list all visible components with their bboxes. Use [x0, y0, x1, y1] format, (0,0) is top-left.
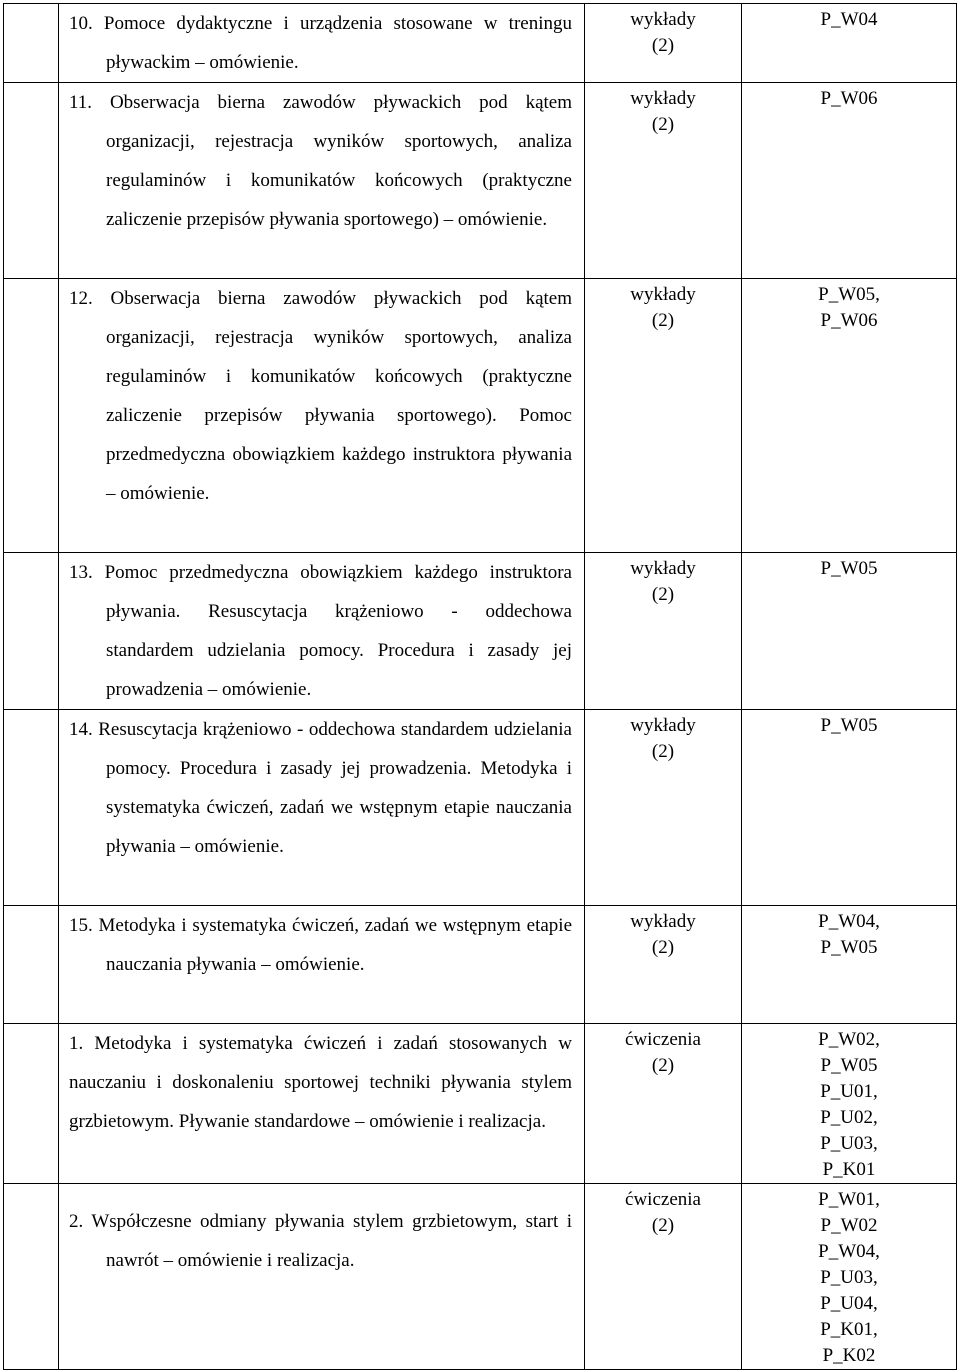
outcome-code: P_W04 — [820, 9, 878, 30]
table-row — [4, 1184, 957, 1370]
class-form-cell — [585, 710, 742, 906]
outcome-codes-cell — [742, 553, 957, 710]
topic-cell: 13. Pomoc przedmedyczna obowiązkiem każdego instruktora pływania. Resuscytacja krążeniowo - oddechowa standardem udzielania pomocy. Procedura i zasady jej prowadzenia – omówienie. — [59, 553, 585, 710]
class-form-type: wykłady — [630, 9, 696, 30]
outcome-codes-cell — [742, 279, 957, 553]
class-form-type: wykłady — [630, 558, 696, 579]
class-form-hours: (2) — [651, 310, 675, 331]
table-row — [4, 83, 957, 279]
class-form-cell — [585, 279, 742, 553]
outcome-code: P_U02, — [820, 1107, 878, 1128]
table-row — [4, 553, 957, 710]
empty-cell — [4, 553, 59, 710]
class-form-type: ćwiczenia — [625, 1189, 701, 1210]
empty-cell — [4, 1024, 59, 1184]
outcome-codes-cell — [742, 710, 957, 906]
outcome-code: P_W01, — [818, 1189, 880, 1210]
outcome-code: P_U03, — [820, 1133, 878, 1154]
empty-cell — [4, 4, 59, 83]
outcome-code: P_W02 — [820, 1215, 878, 1236]
outcome-code: P_W05 — [820, 1055, 878, 1076]
outcome-codes-cell — [742, 1184, 957, 1370]
class-form-cell — [585, 4, 742, 83]
outcome-codes-cell — [742, 4, 957, 83]
class-form-type: wykłady — [630, 88, 696, 109]
outcome-code: P_W05 — [820, 937, 878, 958]
empty-cell — [4, 906, 59, 1024]
table-row — [4, 906, 957, 1024]
class-form-type: wykłady — [630, 284, 696, 305]
class-form-cell — [585, 83, 742, 279]
outcome-code: P_W04, — [818, 911, 880, 932]
topic-cell: 12. Obserwacja bierna zawodów pływackich pod kątem organizacji, rejestracja wyników sportowych, analiza regulaminów i komunikatów końcowych (praktyczne zaliczenie przepisów pływania sportowego). Pomoc przedmedyczna obowiązkiem każdego instruktora pływania – omówienie. — [59, 279, 585, 553]
outcome-code: P_K02 — [822, 1345, 876, 1366]
empty-cell — [4, 279, 59, 553]
outcome-code: P_W05 — [820, 715, 878, 736]
class-form-cell — [585, 906, 742, 1024]
topic-text: 2. Współczesne odmiany pływania stylem grzbietowym, start i nawrót – omówienie i realizacja. — [69, 1211, 572, 1271]
outcome-codes-cell — [742, 83, 957, 279]
topic-cell: 11. Obserwacja bierna zawodów pływackich pod kątem organizacji, rejestracja wyników sportowych, analiza regulaminów i komunikatów końcowych (praktyczne zaliczenie przepisów pływania sportowego) – omówienie. — [59, 83, 585, 279]
class-form-hours: (2) — [651, 114, 675, 135]
outcome-codes-cell — [742, 1024, 957, 1184]
empty-cell — [4, 1184, 59, 1370]
outcome-code: P_U03, — [820, 1267, 878, 1288]
class-form-hours: (2) — [651, 741, 675, 762]
outcome-code: P_W06 — [820, 88, 878, 109]
class-form-cell — [585, 553, 742, 710]
outcome-code: P_K01, — [820, 1319, 878, 1340]
outcome-code: P_K01 — [822, 1159, 876, 1180]
topic-cell: 1. Metodyka i systematyka ćwiczeń i zadań stosowanych w nauczaniu i doskonaleniu sportowej techniki pływania stylem grzbietowym. Pływanie standardowe – omówienie i realizacja. — [59, 1024, 585, 1184]
class-form-type: wykłady — [630, 911, 696, 932]
class-form-hours: (2) — [651, 584, 675, 605]
class-form-hours: (2) — [651, 1215, 675, 1236]
outcome-code: P_W06 — [820, 310, 878, 331]
outcome-code: P_W04, — [818, 1241, 880, 1262]
class-form-hours: (2) — [651, 937, 675, 958]
table-row — [4, 279, 957, 553]
class-form-cell — [585, 1184, 742, 1370]
class-form-cell — [585, 1024, 742, 1184]
outcome-code: P_W02, — [818, 1029, 880, 1050]
table-row — [4, 4, 957, 83]
class-form-hours: (2) — [651, 1055, 675, 1076]
topic-cell: 15. Metodyka i systematyka ćwiczeń, zadań we wstępnym etapie nauczania pływania – omówienie. — [59, 906, 585, 1024]
topic-cell — [59, 1184, 585, 1370]
class-form-type: ćwiczenia — [625, 1029, 701, 1050]
table-row — [4, 1024, 957, 1184]
outcome-code: P_W05, — [818, 284, 880, 305]
topic-cell: 14. Resuscytacja krążeniowo - oddechowa standardem udzielania pomocy. Procedura i zasady jej prowadzenia. Metodyka i systematyka ćwiczeń, zadań we wstępnym etapie nauczania pływania – omówienie. — [59, 710, 585, 906]
outcome-codes-cell — [742, 906, 957, 1024]
outcome-code: P_U01, — [820, 1081, 878, 1102]
outcome-code: P_U04, — [820, 1293, 878, 1314]
table-row — [4, 710, 957, 906]
class-form-hours: (2) — [651, 35, 675, 56]
empty-cell — [4, 83, 59, 279]
topic-cell: 10. Pomoce dydaktyczne i urządzenia stosowane w treningu pływackim – omówienie. — [59, 4, 585, 83]
outcome-code: P_W05 — [820, 558, 878, 579]
class-form-type: wykłady — [630, 715, 696, 736]
empty-cell — [4, 710, 59, 906]
syllabus-table — [3, 3, 957, 1370]
